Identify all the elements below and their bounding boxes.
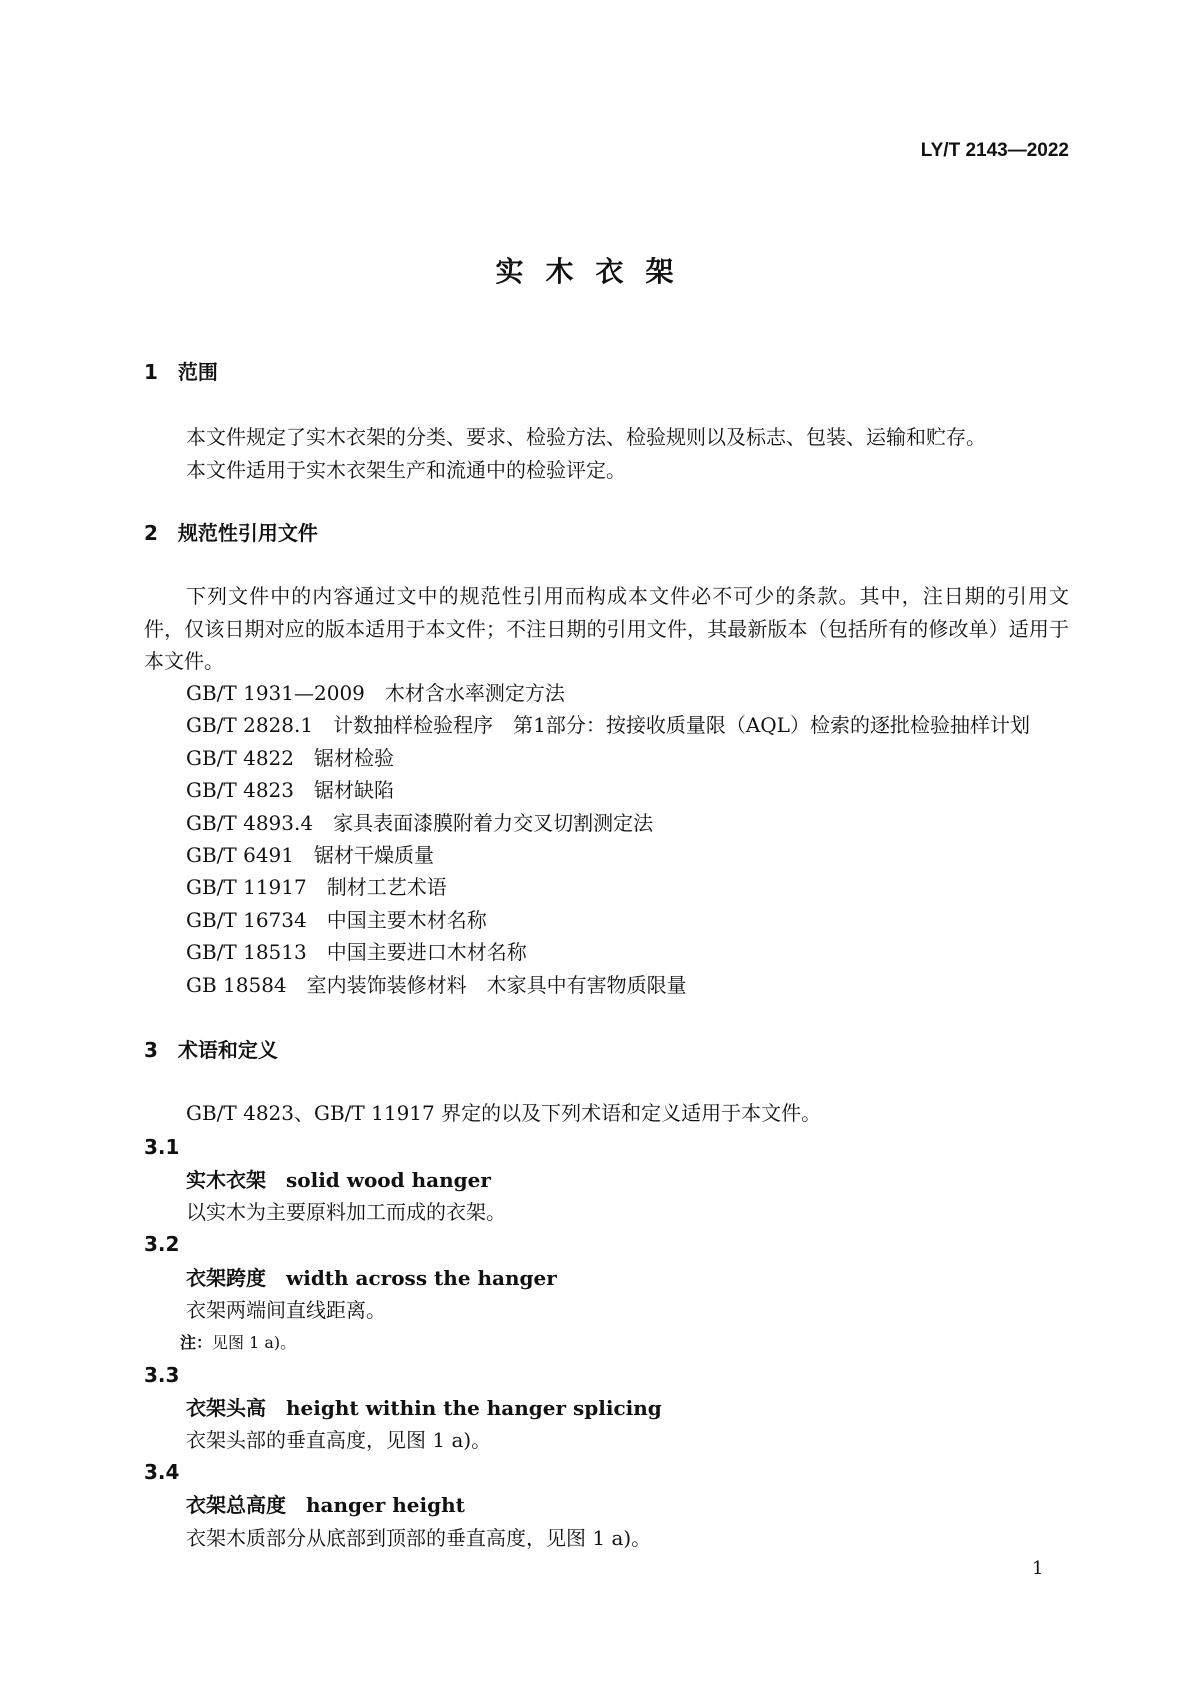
term-en: solid wood hanger (286, 1168, 491, 1192)
paragraph: GB/T 4823、GB/T 11917 界定的以及下列术语和定义适用于本文件。 (186, 1101, 822, 1125)
reference-code: GB/T 1931—2009 (186, 681, 365, 705)
reference-item (186, 842, 434, 868)
term-zh: 衣架总高度 (186, 1493, 286, 1517)
term-en: height within the hanger splicing (286, 1396, 662, 1420)
reference-title: 室内装饰装修材料 木家具中有害物质限量 (306, 972, 687, 997)
document-title: 实木衣架 (495, 255, 696, 288)
heading-text: 术语和定义 (177, 1038, 278, 1062)
term-en: width across the hanger (286, 1266, 557, 1290)
reference-title: 木材含水率测定方法 (384, 681, 565, 705)
reference-item (186, 712, 1030, 738)
section-2-heading (144, 520, 318, 546)
reference-item (186, 810, 653, 836)
heading-number: 1 (144, 360, 158, 384)
reference-title: 锯材缺陷 (314, 778, 395, 803)
heading-number: 2 (144, 521, 158, 545)
paragraph: 本文件适用于实木衣架生产和流通中的检验评定。 (186, 458, 626, 482)
term-definition: 以实木为主要原料加工而成的衣架。 (186, 1200, 506, 1224)
term-number: 3.3 (144, 1363, 180, 1387)
reference-item (186, 907, 487, 933)
heading-text: 规范性引用文件 (177, 521, 318, 545)
reference-code: GB/T 4893.4 (186, 810, 314, 835)
term-entry (186, 1395, 662, 1421)
term-entry (186, 1492, 465, 1518)
note-text: 见图 1 a)。 (212, 1333, 297, 1352)
term-entry (186, 1167, 491, 1193)
reference-title: 家具表面漆膜附着力交叉切割测定法 (333, 810, 654, 835)
term-zh: 衣架头高 (186, 1396, 266, 1420)
reference-title: 锯材检验 (314, 745, 395, 770)
section-3-heading (144, 1037, 278, 1063)
term-entry (186, 1265, 557, 1291)
page-number: 1 (1032, 1558, 1044, 1579)
term-number: 3.4 (144, 1460, 180, 1484)
term-number: 3.2 (144, 1232, 180, 1256)
reference-item (186, 939, 527, 965)
paragraph-line: 件，仅该日期对应的版本适用于本文件；不注日期的引用文件，其最新版本（包括所有的修改单）适用于 (144, 617, 1069, 641)
reference-code: GB/T 16734 (186, 907, 307, 932)
term-definition: 衣架木质部分从底部到顶部的垂直高度，见图 1 a)。 (186, 1526, 652, 1550)
term-definition: 衣架两端间直线距离。 (186, 1298, 386, 1322)
term-number: 3.1 (144, 1135, 180, 1159)
paragraph-line: 下列文件中的内容通过文中的规范性引用而构成本文件必不可少的条款。其中，注日期的引用文 (186, 584, 1069, 608)
reference-code: GB/T 4822 (186, 745, 295, 770)
reference-code: GB/T 18513 (186, 940, 307, 965)
reference-code: GB/T 4823 (186, 778, 295, 803)
reference-item (186, 972, 687, 998)
paragraph-line: 本文件。 (144, 649, 224, 673)
reference-title: 中国主要木材名称 (326, 907, 487, 932)
section-1-heading (144, 359, 218, 385)
paragraph: 本文件规定了实木衣架的分类、要求、检验方法、检验规则以及标志、包装、运输和贮存。 (186, 425, 986, 449)
term-note (180, 1330, 296, 1356)
reference-code: GB/T 2828.1 (186, 713, 314, 738)
reference-title: 锯材干燥质量 (314, 843, 435, 867)
reference-item (186, 745, 394, 771)
heading-number: 3 (144, 1038, 158, 1062)
term-zh: 实木衣架 (186, 1168, 266, 1192)
standard-number: LY/T 2143—2022 (920, 140, 1069, 161)
note-label: 注： (180, 1333, 213, 1352)
reference-item (186, 874, 447, 900)
reference-title: 中国主要进口木材名称 (326, 940, 527, 965)
reference-code: GB 18584 (186, 972, 287, 997)
reference-code: GB/T 6491 (186, 843, 295, 867)
reference-title: 制材工艺术语 (326, 875, 447, 900)
heading-text: 范围 (177, 360, 218, 384)
reference-item (186, 777, 394, 803)
term-zh: 衣架跨度 (186, 1266, 266, 1290)
reference-code: GB/T 11917 (186, 875, 307, 900)
term-definition: 衣架头部的垂直高度，见图 1 a)。 (186, 1428, 492, 1452)
reference-item (186, 680, 565, 706)
reference-title: 计数抽样检验程序 第1部分：按接收质量限（AQL）检索的逐批检验抽样计划 (333, 713, 1030, 738)
term-en: hanger height (306, 1493, 465, 1517)
